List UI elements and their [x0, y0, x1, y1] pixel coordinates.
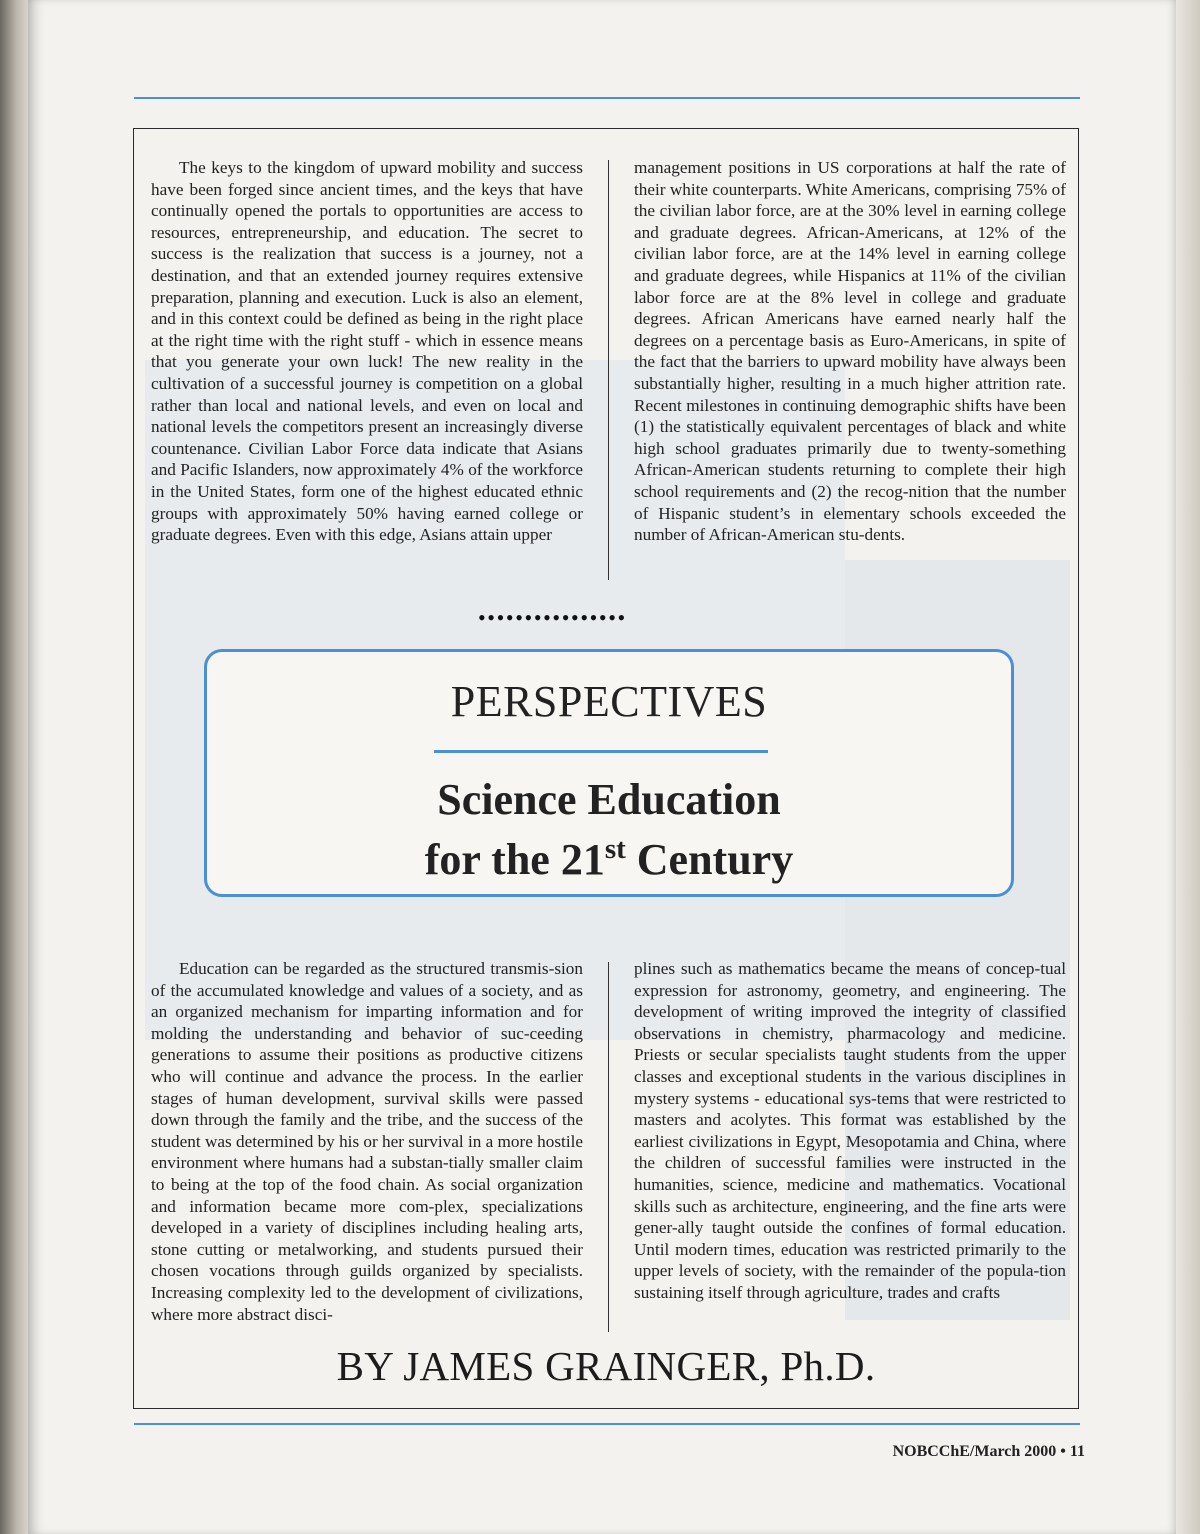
headline-line-2	[207, 830, 1011, 890]
top-blue-rule	[134, 97, 1080, 99]
author-byline: BY JAMES GRAINGER, Ph.D.	[336, 1343, 876, 1389]
page-folio: NOBCChE/March 2000 • 11	[892, 1443, 1085, 1460]
headline-superscript: st	[604, 833, 626, 865]
bottom-blue-rule	[134, 1423, 1080, 1425]
headline-line-2-pre: for the 21	[424, 835, 605, 884]
title-box	[204, 649, 1014, 897]
bottom-column-2-text: plines such as mathematics became the means of concep-tual expression for astronomy, geometry, and engineering. The development of writing improved the integrity of classified observations in chemistry, pharmacology and medicine. Priests or secular specialists taught students from the upper classes and exceptional students in the various disciplines in mystery systems - educational sys-tems that were restricted to masters and acolytes. This format was established by the earliest civilizations in Egypt, Mesopotamia and China, where the children of successful families were instructed in the humanities, science, medicine and mathematics. Vocational skills such as architecture, engineering, and the fine arts were gener-ally taught outside the confines of formal education. Until modern times, education was restricted primarily to the upper levels of society, with the remainder of the popula-tion sustaining itself through agriculture, trades and crafts	[634, 959, 1066, 1302]
headline-line-2-post: Century	[625, 835, 794, 884]
dot-separator: ••••••••••••••••	[478, 605, 627, 630]
section-kicker: PERSPECTIVES	[450, 677, 768, 726]
top-column-1-text: The keys to the kingdom of upward mobility and success have been forged since ancient times, and the keys that have continually opened the portals to opportunities are access to resources, entrepreneurship, and education. The secret to success is the realization that success is a journey, not a destination, and that an extended journey requires extensive preparation, planning and execution. Luck is also an element, and in this context could be defined as being in the right place at the right time with the right stuff - which in essence means that you generate your own luck! The new reality in the cultivation of a successful journey is competition on a global rather than local and national levels, and even on local and national levels the competitors present an increasingly diverse countenance. Civilian Labor Force data indicate that Asians and Pacific Islanders, now approximately 4% of the workforce in the United States, form one of the highest educated ethnic groups with approximately 50% having earned college or graduate degrees. Even with this edge, Asians attain upper	[151, 158, 583, 545]
top-column-2-text: management positions in US corporations at half the rate of their white counterparts. White Americans, comprising 75% of the civilian labor force, are at the 30% level in earning college and graduate degrees. African-Americans, at 12% of the civilian labor force, are at the 14% level in earning college and graduate degrees, while Hispanics at 11% of the civilian labor force are at the 8% level in college and graduate degrees. African Americans have earned nearly half the degrees on a percentage basis as Euro-Americans, in spite of the fact that the barriers to upward mobility have always been substantially higher, resulting in a much higher attrition rate. Recent milestones in continuing demographic shifts have been (1) the statistically equivalent percentages of black and white high school graduates primarily due to twenty-something African-American students returning to complete their high school requirements and (2) the recog-nition that the number of Hispanic student’s in elementary schools exceeded the number of African-American stu-dents.	[634, 158, 1066, 545]
bottom-article-column-2	[634, 958, 1066, 1304]
bottom-article-column-1	[151, 958, 583, 1325]
page-edge	[1176, 0, 1200, 1534]
kicker-underline	[434, 750, 768, 753]
bottom-column-1-text: Education can be regarded as the structured transmis-sion of the accumulated knowledge and values of a society, and as an organized mechanism for imparting information and for molding the understanding and behavior of suc-ceeding generations to assume their positions as productive citizens who will continue and advance the process. In the earlier stages of human development, survival skills were passed down through the family and the tribe, and the success of the student was determined by his or her survival in a more hostile environment where humans had a substan-tially smaller claim to being at the top of the food chain. As social organization and information became more com-plex, specializations developed in a variety of disciplines including healing arts, stone cutting or metalworking, and students pursued their chosen vocations through guilds organized by specialists. Increasing complexity led to the development of civilizations, where more abstract disci-	[151, 959, 583, 1324]
top-article-column-1	[151, 157, 583, 546]
article-headline	[207, 770, 1011, 890]
bottom-column-divider	[608, 962, 609, 1332]
top-column-divider	[608, 160, 609, 580]
top-article-column-2	[634, 157, 1066, 546]
headline-line-1: Science Education	[437, 775, 781, 824]
page-gutter-shadow	[0, 0, 28, 1534]
